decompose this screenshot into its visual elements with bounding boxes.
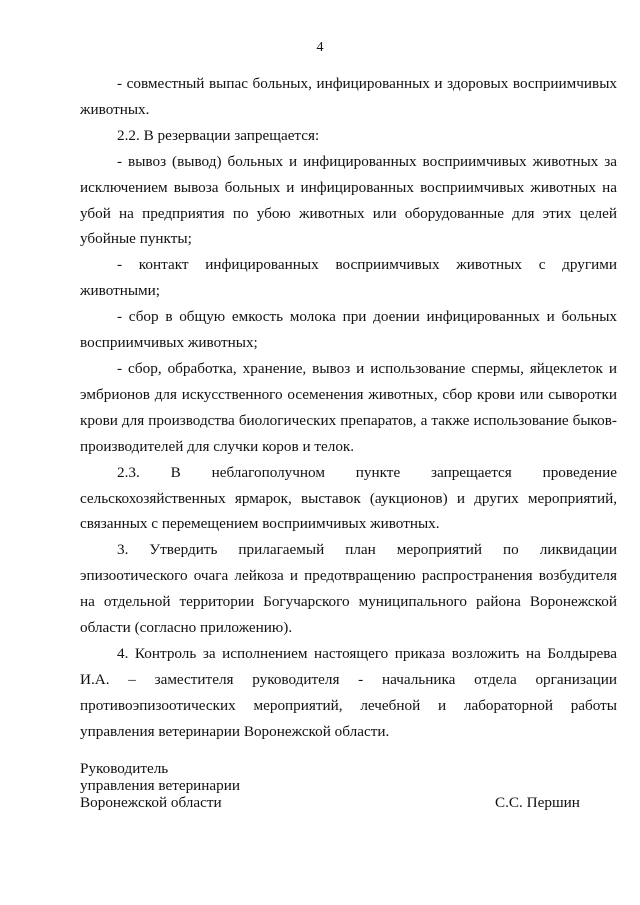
paragraph-contact-ban: - контакт инфицированных восприимчивых животных с другими животными;: [80, 256, 617, 300]
paragraph-joint-grazing: - совместный выпас больных, инфицированных и здоровых восприимчивых животных.: [80, 75, 617, 118]
paragraph-sperm-ban: - сбор, обработка, хранение, вывоз и использование спермы, яйцеклеток и эмбрионов для искусственного осеменения животных, сбор крови или сыворотки крови для производства биологических препаратов, а также использование быков-производителей для случки коров и телок.: [80, 359, 617, 455]
page-number: 4: [316, 40, 324, 55]
paragraph-approve-plan: 3. Утвердить прилагаемый план мероприятий по ликвидации эпизоотического очага лейкоза и предотвращению распространения возбудителя на отдельной территории Богучарского муниципального района Воронежской области (согласно приложению).: [80, 541, 617, 637]
signatory-title-line2: управления ветеринарии: [80, 777, 241, 794]
paragraph-reservation-heading: 2.2. В резервации запрещается:: [117, 126, 320, 144]
signatory-name: С.С. Першин: [495, 794, 580, 811]
paragraph-fairs-ban: 2.3. В неблагополучном пункте запрещается проведение сельскохозяйственных ярмарок, выставок (аукционов) и других мероприятий, связанных с перемещением восприимчивых животных.: [80, 463, 617, 533]
signatory-title-line3: Воронежской области: [80, 794, 222, 811]
document-body: [80, 71, 617, 745]
paragraph-control: 4. Контроль за исполнением настоящего приказа возложить на Болдырева И.А. – заместителя руководителя - начальника отдела организации противоэпизоотических мероприятий, лечебной и лабораторной работы управления ветеринарии Воронежской области.: [80, 644, 617, 740]
signatory-title-line1: Руководитель: [80, 760, 169, 777]
paragraph-removal-ban: - вывоз (вывод) больных и инфицированных восприимчивых животных за исключением вывоза больных и инфицированных восприимчивых животных на убой на предприятия по убою животных или оборудованные для этих целей убойные пункты;: [80, 152, 617, 248]
paragraph-milk-ban: - сбор в общую емкость молока при доении инфицированных и больных восприимчивых животных;: [80, 308, 617, 352]
